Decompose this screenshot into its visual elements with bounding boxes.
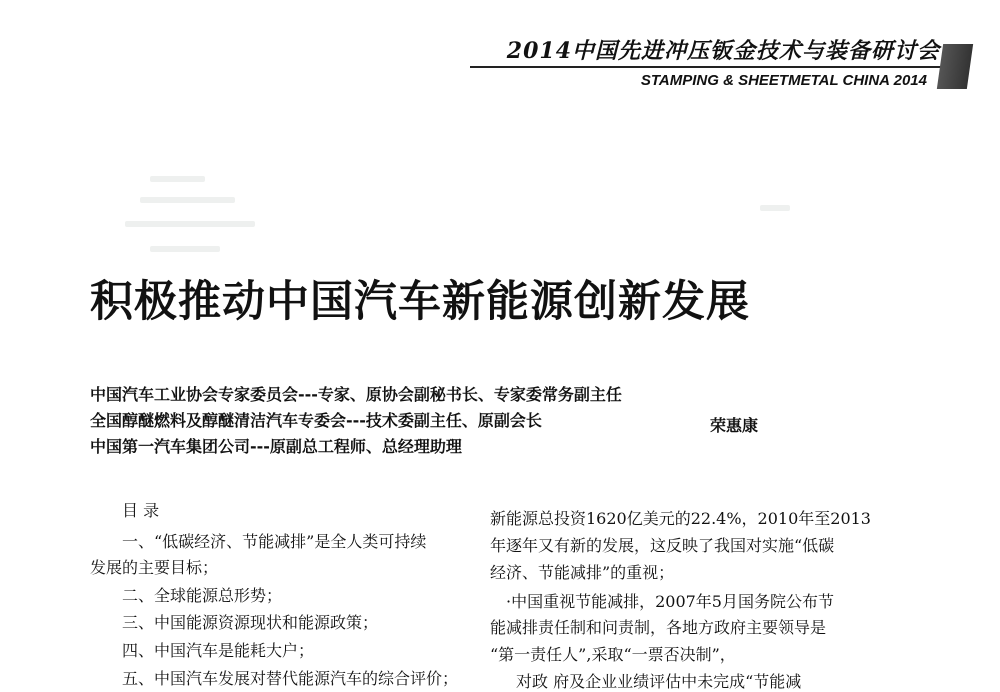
toc-line: 五、中国汽车发展对替代能源汽车的综合评价； [122,669,459,688]
header-rule [470,66,945,68]
toc-line: 二、全球能源总形势； [122,586,283,605]
header-decoration-block [937,44,973,89]
toc-line: 四、中国汽车是能耗大户； [122,641,315,660]
toc-line: 发展的主要目标； [90,558,219,577]
conference-subtitle: STAMPING & SHEETMETAL CHINA 2014 [640,72,927,89]
body-text-line: 新能源总投资1620亿美元的22.4%，2010年至2013 [490,509,871,528]
toc-line: 一、“低碳经济、节能减排”是全人类可持续 [122,532,427,551]
toc-line: 三、中国能源资源现状和能源政策； [122,613,379,632]
conference-title: 2014中国先进冲压钣金技术与装备研讨会 [506,38,940,64]
affiliation-line: 全国醇醚燃料及醇醚清洁汽车专委会---技术委副主任、原副会长 [90,411,542,430]
affiliation-line: 中国第一汽车集团公司---原副总工程师、总经理助理 [90,437,462,456]
body-text-line: 经济、节能减排”的重视； [490,563,675,582]
body-text-line: 年逐年又有新的发展，这反映了我国对实施“低碳 [490,536,835,555]
body-text-line: ·中国重视节能减排，2007年5月国务院公布节 [506,592,834,611]
article-title: 积极推动中国汽车新能源创新发展 [90,277,750,327]
body-text-line: “第一责任人”,采取“一票否决制”， [490,645,736,664]
body-text-line: 能减排责任制和问责制，各地方政府主要领导是 [490,618,827,637]
affiliation-line: 中国汽车工业协会专家委员会---专家、原协会副秘书长、专家委常务副主任 [90,385,622,404]
toc-heading: 目 录 [122,501,160,520]
body-text-line: 对政 府及企业业绩评估中未完成“节能减 [516,672,802,691]
author-name: 荣惠康 [710,416,759,435]
